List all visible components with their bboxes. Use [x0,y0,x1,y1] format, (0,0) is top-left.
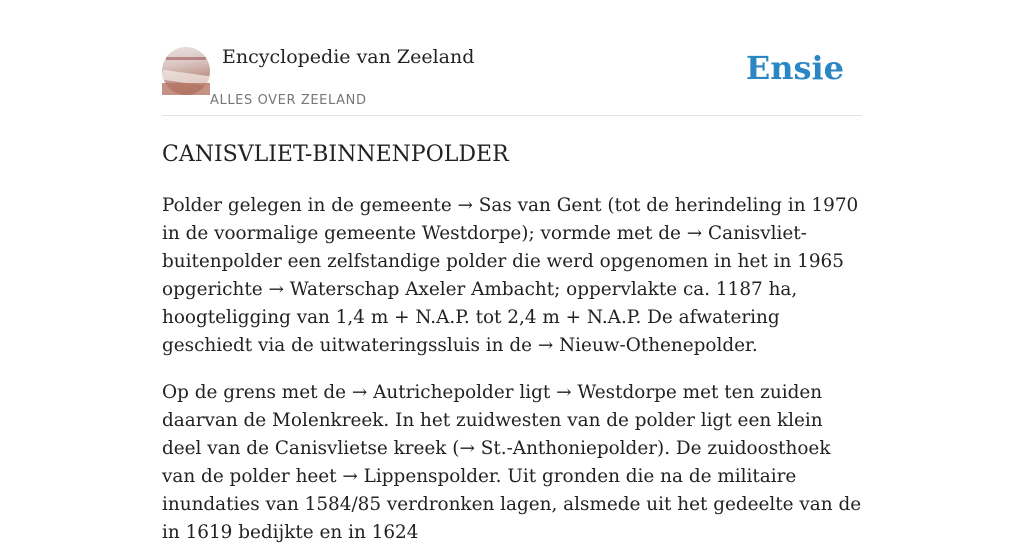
cross-reference-link[interactable]: → Nieuw-Othenepolder [537,335,752,356]
avatar-detail [162,83,210,95]
site-header [162,44,862,116]
paragraph-text: (tot de herindeling in 1970 in de voormalige gemeente Westdorpe); vormde met de [162,195,859,244]
site-title[interactable]: Encyclopedie van Zeeland [222,46,475,68]
cross-reference-link[interactable]: → Lippenspolder [342,466,496,487]
paragraph-text: met ten zuiden daarvan de Molenkreek. In het zuidwesten van de polder ligt een klein deel van de Canisvlietse kreek ( [162,382,823,459]
article [162,138,864,547]
article-title: CANISVLIET-BINNENPOLDER [162,142,509,167]
cross-reference-link[interactable]: → Waterschap Axeler Ambacht [268,279,555,300]
paragraph-text: ). De zuidoosthoek van de polder heet [162,438,831,487]
article-paragraph [162,379,864,547]
site-subtitle: ALLES OVER ZEELAND [210,93,367,108]
header-divider [162,115,862,116]
site-avatar[interactable] [162,47,210,95]
cross-reference-link[interactable]: → St.-Anthoniepolder [459,438,658,459]
paragraph-text: . Uit gronden die na de militaire inundaties van 1584/85 verdronken lagen, alsmede uit het gedeelte van de in 1619 bedijkte en in 1624 [162,466,862,543]
brand-logo[interactable]: Ensie [745,49,844,87]
article-paragraph [162,192,864,360]
paragraph-text: Op de grens met de [162,382,352,403]
paragraph-text: Polder gelegen in de gemeente [162,195,458,216]
cross-reference-link[interactable]: → Westdorpe [556,382,677,403]
avatar-detail [166,57,206,60]
cross-reference-link[interactable]: → Autrichepolder [351,382,514,403]
cross-reference-link[interactable]: → Canisvliet-buitenpolder [162,223,807,272]
paragraph-text: . [751,335,758,356]
cross-reference-link[interactable]: → Sas van Gent [457,195,602,216]
paragraph-text: een zelfstandige polder die werd opgenomen in het in 1965 opgerichte [162,251,844,300]
paragraph-text: ligt [513,382,557,403]
paragraph-text: ; oppervlakte ca. 1187 ha, hoogteligging van 1,4 m + N.A.P. tot 2,4 m + N.A.P. De afwatering geschiedt via de uitwateringssluis in de [162,279,798,356]
